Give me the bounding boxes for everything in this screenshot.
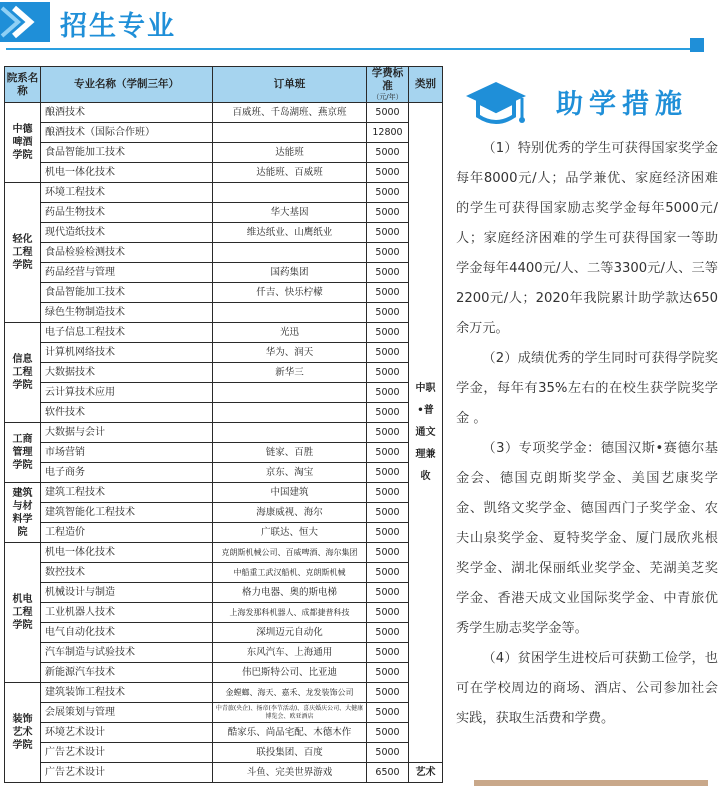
major-cell: 酿酒技术: [41, 103, 213, 123]
table-row: [5, 543, 443, 563]
major-cell: 建筑装饰工程技术: [41, 683, 213, 703]
fee-cell: 6500: [367, 763, 409, 783]
fee-cell: 5000: [367, 523, 409, 543]
header-square-ornament: [690, 38, 704, 52]
major-cell: 药品经营与管理: [41, 263, 213, 283]
fee-cell: 5000: [367, 303, 409, 323]
aid-title-row: [454, 70, 716, 136]
aid-paragraph: （2）成绩优秀的学生同时可获得学院奖学金，每年有35%左右的在校生获学院奖学金 。: [456, 351, 718, 426]
fee-cell: 5000: [367, 463, 409, 483]
fee-cell: 5000: [367, 563, 409, 583]
major-cell: 工业机器人技术: [41, 603, 213, 623]
major-cell: 机械设计与制造: [41, 583, 213, 603]
fee-cell: 5000: [367, 243, 409, 263]
table-row: [5, 563, 443, 583]
table-row: [5, 203, 443, 223]
major-cell: 建筑智能化工程技术: [41, 503, 213, 523]
order-cell: 达能班、百威班: [213, 163, 367, 183]
order-cell: 京东、淘宝: [213, 463, 367, 483]
fee-cell: 5000: [367, 623, 409, 643]
fee-cell: 5000: [367, 343, 409, 363]
fee-cell: 5000: [367, 743, 409, 763]
dept-cell: 信息工程学院: [5, 323, 41, 423]
fee-cell: 5000: [367, 203, 409, 223]
table-row: [5, 623, 443, 643]
majors-table-body: [5, 103, 443, 783]
order-cell: 光迅: [213, 323, 367, 343]
table-header-row: [5, 67, 443, 103]
order-cell: [213, 423, 367, 443]
table-row: [5, 663, 443, 683]
majors-table-container: [4, 66, 442, 783]
fee-cell: 5000: [367, 683, 409, 703]
order-cell: 海康威视、海尔: [213, 503, 367, 523]
major-cell: 云计算技术应用: [41, 383, 213, 403]
fee-cell: 5000: [367, 503, 409, 523]
header-order: 订单班: [213, 67, 367, 103]
header-major: 专业名称（学制三年）: [41, 67, 213, 103]
major-cell: 会展策划与管理: [41, 703, 213, 723]
dept-cell: 中德啤酒学院: [5, 103, 41, 183]
order-cell: 金螳螂、海天、嘉禾、龙发装饰公司: [213, 683, 367, 703]
order-cell: 百威班、千岛湖班、燕京班: [213, 103, 367, 123]
table-row: [5, 103, 443, 123]
table-row: [5, 123, 443, 143]
fee-cell: 5000: [367, 403, 409, 423]
fee-cell: 5000: [367, 103, 409, 123]
order-cell: 上海发那科机器人、成都捷普科技: [213, 603, 367, 623]
category-cell: 中职•普通文理兼收: [409, 103, 443, 763]
majors-table: [4, 66, 443, 783]
header-fee-unit: （元/年）: [372, 93, 403, 101]
table-row: [5, 183, 443, 203]
header-fee: [367, 67, 409, 103]
major-cell: 酿酒技术（国际合作班）: [41, 123, 213, 143]
major-cell: 电气自动化技术: [41, 623, 213, 643]
aid-paragraph: （4）贫困学生进校后可获勤工俭学，也可在学校周边的商场、酒店、公司参加社会实践，获取生活费和学费。: [456, 651, 718, 726]
fee-cell: 5000: [367, 423, 409, 443]
table-row: [5, 303, 443, 323]
table-row: [5, 683, 443, 703]
major-cell: 食品检验检测技术: [41, 243, 213, 263]
major-cell: 广告艺术设计: [41, 743, 213, 763]
dept-cell: 工商管理学院: [5, 423, 41, 483]
fee-cell: 5000: [367, 183, 409, 203]
fee-cell: 5000: [367, 223, 409, 243]
major-cell: 电子信息工程技术: [41, 323, 213, 343]
major-cell: 大数据与会计: [41, 423, 213, 443]
student-aid-section: [454, 70, 716, 136]
fee-cell: 5000: [367, 363, 409, 383]
major-cell: 药品生物技术: [41, 203, 213, 223]
order-cell: 中青旅(央企)、扬帝(李节活动)、喜庆婚庆公司、大健康博览会、欧亚酒店: [213, 703, 367, 723]
table-row: [5, 523, 443, 543]
table-row: [5, 483, 443, 503]
order-cell: 联投集团、百度: [213, 743, 367, 763]
photo-edge: [474, 780, 708, 786]
order-cell: 斗鱼、完美世界游戏: [213, 763, 367, 783]
major-cell: 绿色生物制造技术: [41, 303, 213, 323]
header-category: 类别: [409, 67, 443, 103]
order-cell: [213, 183, 367, 203]
order-cell: 酷家乐、尚品宅配、木德木作: [213, 723, 367, 743]
order-cell: 新华三: [213, 363, 367, 383]
order-cell: 广联达、恒大: [213, 523, 367, 543]
fee-cell: 5000: [367, 643, 409, 663]
table-row: [5, 323, 443, 343]
table-row: [5, 443, 443, 463]
table-row: [5, 403, 443, 423]
fee-cell: 5000: [367, 283, 409, 303]
graduation-cap-icon: [464, 78, 528, 132]
order-cell: 华为、润天: [213, 343, 367, 363]
dept-cell: 建筑与材料学院: [5, 483, 41, 543]
order-cell: [213, 403, 367, 423]
table-row: [5, 283, 443, 303]
major-cell: 数控技术: [41, 563, 213, 583]
table-row: [5, 643, 443, 663]
chevron-right-icon: [0, 2, 50, 42]
major-cell: 电子商务: [41, 463, 213, 483]
table-row: [5, 763, 443, 783]
fee-cell: 5000: [367, 323, 409, 343]
major-cell: 市场营销: [41, 443, 213, 463]
order-cell: 中船重工武汉船机、克朗斯机械: [213, 563, 367, 583]
table-row: [5, 383, 443, 403]
fee-cell: 5000: [367, 163, 409, 183]
dept-cell: 轻化工程学院: [5, 183, 41, 323]
fee-cell: 5000: [367, 603, 409, 623]
major-cell: 汽车制造与试验技术: [41, 643, 213, 663]
table-row: [5, 223, 443, 243]
aid-paragraph: （3）专项奖学金：德国汉斯•赛德尔基金会、德国克朗斯奖学金、美国艺康奖学金、凯络文奖学金、德国西门子奖学金、农夫山泉奖学金、夏特奖学金、厦门晟欣兆根奖学金、湖北保丽纸业奖学金、芜湖美芝奖学金、香港天成文业国际奖学金、中青旅优秀学生励志奖学金等。: [456, 441, 718, 636]
page-header: [0, 0, 718, 60]
table-row: [5, 143, 443, 163]
table-row: [5, 243, 443, 263]
order-cell: 国药集团: [213, 263, 367, 283]
order-cell: [213, 383, 367, 403]
fee-cell: 5000: [367, 663, 409, 683]
major-cell: 建筑工程技术: [41, 483, 213, 503]
table-row: [5, 343, 443, 363]
order-cell: 深圳迈元自动化: [213, 623, 367, 643]
order-cell: 东风汽车、上海通用: [213, 643, 367, 663]
major-cell: 软件技术: [41, 403, 213, 423]
major-cell: 广告艺术设计: [41, 763, 213, 783]
order-cell: [213, 303, 367, 323]
order-cell: 伟巴斯特公司、比亚迪: [213, 663, 367, 683]
major-cell: 食品智能加工技术: [41, 143, 213, 163]
table-row: [5, 503, 443, 523]
major-cell: 工程造价: [41, 523, 213, 543]
major-cell: 环境工程技术: [41, 183, 213, 203]
order-cell: 克朗斯机械公司、百威啤酒、海尔集团: [213, 543, 367, 563]
order-cell: 维达纸业、山鹰纸业: [213, 223, 367, 243]
order-cell: [213, 123, 367, 143]
category-cell-art: 艺术: [409, 763, 443, 783]
major-cell: 计算机网络技术: [41, 343, 213, 363]
table-row: [5, 163, 443, 183]
major-cell: 大数据技术: [41, 363, 213, 383]
table-row: [5, 703, 443, 723]
fee-cell: 5000: [367, 483, 409, 503]
fee-cell: 5000: [367, 383, 409, 403]
fee-cell: 5000: [367, 723, 409, 743]
table-row: [5, 583, 443, 603]
table-row: [5, 723, 443, 743]
aid-title: 助学措施: [556, 89, 688, 120]
major-cell: 新能源汽车技术: [41, 663, 213, 683]
major-cell: 机电一体化技术: [41, 163, 213, 183]
fee-cell: 5000: [367, 263, 409, 283]
page-title: 招生专业: [60, 11, 176, 42]
aid-paragraph: （1）特别优秀的学生可获得国家奖学金每年8000元/人；品学兼优、家庭经济困难的学生可获得国家励志奖学金每年5000元/人；家庭经济困难的学生可获得国家一等助学金每年4400元/人、二等3300元/人、三等2200元/人；2020年我院累计助学款达650余万元。: [456, 141, 718, 336]
table-row: [5, 743, 443, 763]
dept-cell: 装饰艺术学院: [5, 683, 41, 783]
fee-cell: 5000: [367, 583, 409, 603]
header-fee-label: 学费标准: [371, 67, 404, 92]
order-cell: 仟吉、快乐柠檬: [213, 283, 367, 303]
table-row: [5, 463, 443, 483]
header-dept: 院系名称: [5, 67, 41, 103]
table-row: [5, 423, 443, 443]
aid-body: [456, 134, 718, 734]
table-row: [5, 603, 443, 623]
order-cell: [213, 243, 367, 263]
dept-cell: 机电工程学院: [5, 543, 41, 683]
major-cell: 食品智能加工技术: [41, 283, 213, 303]
fee-cell: 5000: [367, 443, 409, 463]
order-cell: 链家、百胜: [213, 443, 367, 463]
major-cell: 现代造纸技术: [41, 223, 213, 243]
header-divider: [6, 48, 698, 50]
fee-cell: 5000: [367, 703, 409, 723]
table-row: [5, 363, 443, 383]
major-cell: 环境艺术设计: [41, 723, 213, 743]
order-cell: 格力电器、奥的斯电梯: [213, 583, 367, 603]
table-row: [5, 263, 443, 283]
order-cell: 华大基因: [213, 203, 367, 223]
fee-cell: 5000: [367, 143, 409, 163]
fee-cell: 12800: [367, 123, 409, 143]
fee-cell: 5000: [367, 543, 409, 563]
major-cell: 机电一体化技术: [41, 543, 213, 563]
order-cell: 达能班: [213, 143, 367, 163]
order-cell: 中国建筑: [213, 483, 367, 503]
